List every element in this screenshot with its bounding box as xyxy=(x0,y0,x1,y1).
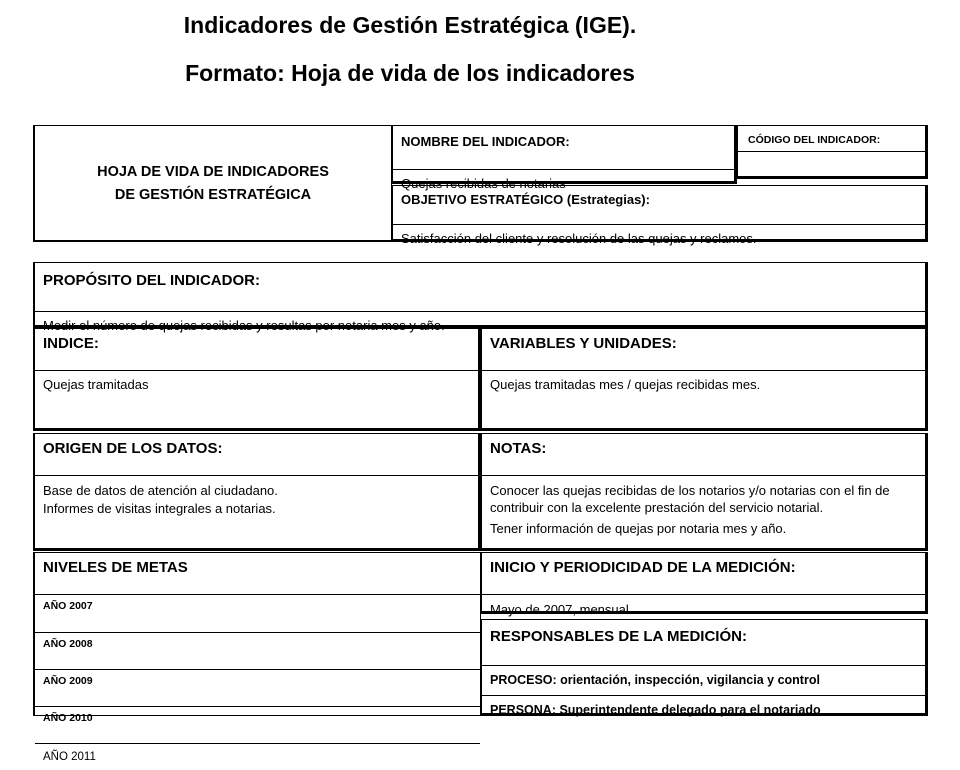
metas-label: NIVELES DE METAS xyxy=(43,559,188,576)
responsables-proceso: PROCESO: orientación, inspección, vigilancia y control xyxy=(482,665,925,695)
indice-box xyxy=(33,328,481,431)
codigo-indicador-value xyxy=(738,151,925,177)
variables-box xyxy=(481,328,928,431)
origen-line-1: Base de datos de atención al ciudadano. xyxy=(43,483,278,498)
responsables-persona: PERSONA: Superintendente delegado para el notariado xyxy=(482,695,925,725)
nombre-indicador-box xyxy=(392,125,737,191)
inicio-label: INICIO Y PERIODICIDAD DE LA MEDICIÓN: xyxy=(490,559,796,576)
nombre-indicador-label: NOMBRE DEL INDICADOR: xyxy=(401,134,570,149)
origen-line-2: Informes de visitas integrales a notarias. xyxy=(43,501,276,516)
notas-line-1: Conocer las quejas recibidas de los notarios y/o notarias con el fin de contribuir con la excelente prestación del servicio notarial. xyxy=(490,483,890,515)
responsables-box xyxy=(481,619,928,716)
notas-box xyxy=(481,433,928,551)
notas-label: NOTAS: xyxy=(490,440,547,457)
objetivo-label: OBJETIVO ESTRATÉGICO (Estrategias): xyxy=(401,192,650,207)
page-title: Indicadores de Gestión Estratégica (IGE). xyxy=(183,12,637,38)
origen-box xyxy=(33,433,481,551)
notas-line-2: Tener información de quejas por notaria mes y año. xyxy=(490,521,787,536)
objetivo-value: Satisfacción del cliente y resolución de las quejas y reclamos. xyxy=(393,224,925,252)
indice-label: INDICE: xyxy=(43,335,99,352)
metas-year-2007: AÑO 2007 xyxy=(35,594,480,632)
proposito-value: Medir el número de quejas recibidas y resultas por notaria mes y año. xyxy=(35,311,925,339)
variables-value: Quejas tramitadas mes / quejas recibidas mes. xyxy=(482,370,925,398)
metas-year-2010: AÑO 2010 xyxy=(35,706,480,743)
proposito-box xyxy=(33,262,928,333)
metas-box xyxy=(33,552,481,763)
header-box-line1: HOJA DE VIDA DE INDICADORES xyxy=(97,164,329,180)
metas-year-2009: AÑO 2009 xyxy=(35,669,480,706)
inicio-value: Mayo de 2007, mensual xyxy=(482,594,925,623)
page-subtitle: Formato: Hoja de vida de los indicadores xyxy=(185,60,635,86)
indice-value: Quejas tramitadas xyxy=(35,370,478,398)
responsables-label: RESPONSABLES DE LA MEDICIÓN: xyxy=(490,628,747,645)
origen-label: ORIGEN DE LOS DATOS: xyxy=(43,440,223,457)
codigo-indicador-box xyxy=(737,125,928,179)
objetivo-box xyxy=(392,185,928,246)
header-box-line2: DE GESTIÓN ESTRATÉGICA xyxy=(114,187,312,203)
codigo-indicador-label: CÓDIGO DEL INDICADOR: xyxy=(748,134,881,146)
inicio-box xyxy=(481,552,928,617)
header-box xyxy=(33,125,392,242)
variables-label: VARIABLES Y UNIDADES: xyxy=(490,335,677,352)
metas-year-2008: AÑO 2008 xyxy=(35,632,480,669)
metas-year-2011: AÑO 2011 xyxy=(35,743,480,770)
nombre-indicador-value: Quejas recibidas de notarias xyxy=(393,169,734,197)
proposito-label: PROPÓSITO DEL INDICADOR: xyxy=(43,272,260,289)
